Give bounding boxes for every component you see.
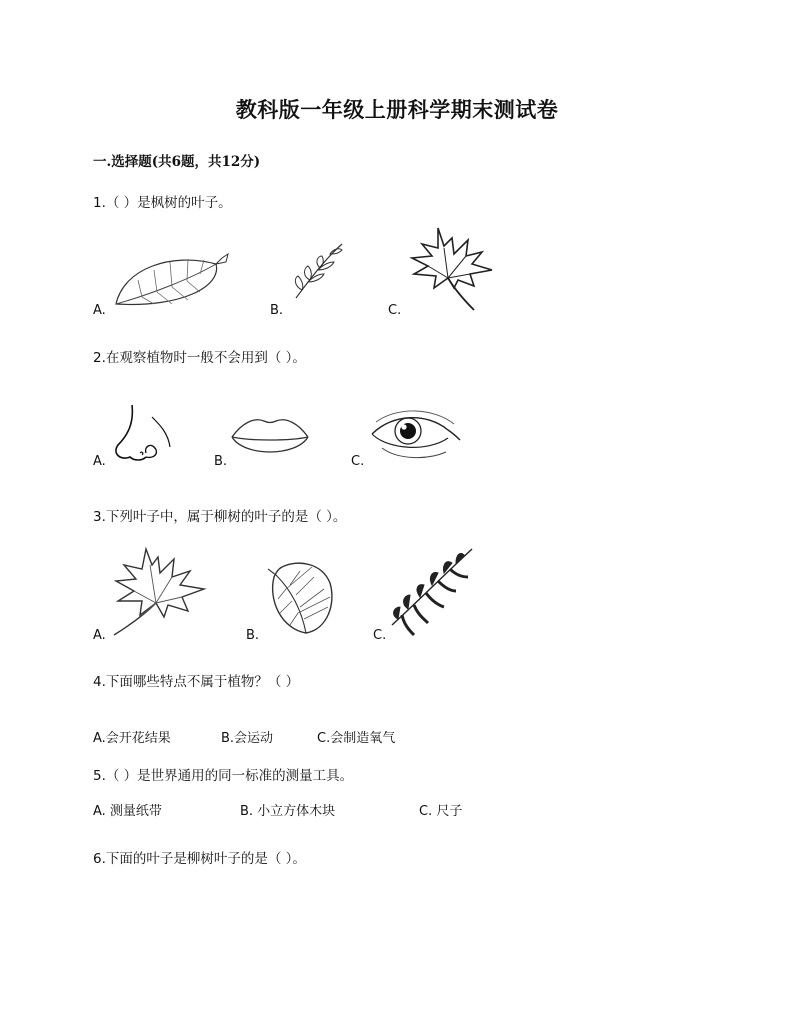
q1-option-a-label: A. xyxy=(93,303,106,318)
q5-option-b: B. 小立方体木块 xyxy=(240,804,336,819)
question-3-text: 3.下列叶子中，属于柳树的叶子的是（ ）。 xyxy=(93,509,347,525)
maple-leaf-icon xyxy=(112,547,208,637)
q5-option-a: A. 测量纸带 xyxy=(93,804,162,819)
q3-option-b-label: B. xyxy=(246,628,260,643)
rounded-leaf-icon xyxy=(112,250,232,312)
question-2-text: 2.在观察植物时一般不会用到（ ）。 xyxy=(93,350,306,366)
q4-option-c: C.会制造氧气 xyxy=(317,731,396,746)
willow-twig-icon xyxy=(290,242,346,302)
eye-icon xyxy=(368,408,464,464)
q2-option-c-label: C. xyxy=(351,454,365,469)
question-6-text: 6.下面的叶子是柳树叶子的是（ ）。 xyxy=(93,851,306,867)
q3-option-a-label: A. xyxy=(93,628,106,643)
question-4-text: 4.下面哪些特点不属于植物？（ ） xyxy=(93,674,300,690)
q2-option-b-label: B. xyxy=(214,454,228,469)
q1-option-b-label: B. xyxy=(270,303,284,318)
q1-option-c-label: C. xyxy=(388,303,402,318)
willow-branch-icon xyxy=(388,545,476,637)
q4-option-a: A.会开花结果 xyxy=(93,731,171,746)
q4-option-b: B.会运动 xyxy=(221,731,274,746)
maple-leaf-icon xyxy=(408,226,496,312)
q2-option-a-label: A. xyxy=(93,454,106,469)
question-5-text: 5.（ ）是世界通用的同一标准的测量工具。 xyxy=(93,768,354,784)
question-1-text: 1.（ ）是枫树的叶子。 xyxy=(93,195,232,211)
nose-icon xyxy=(110,403,172,463)
q5-option-c: C. 尺子 xyxy=(419,804,463,819)
round-veined-leaf-icon xyxy=(264,557,338,635)
section-heading: 一.选择题(共6题，共12分) xyxy=(93,154,261,170)
page-title: 教科版一年级上册科学期末测试卷 xyxy=(235,97,559,122)
q3-option-c-label: C. xyxy=(373,628,387,643)
mouth-icon xyxy=(230,413,310,463)
